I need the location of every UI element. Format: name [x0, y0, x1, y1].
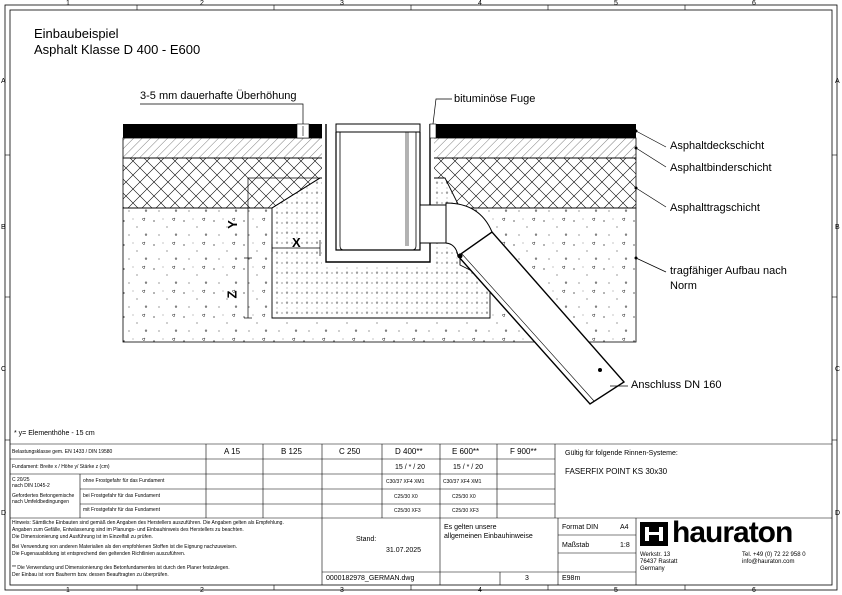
dim-x-label: X	[292, 235, 301, 250]
class-d400: D 400**	[395, 447, 423, 456]
format-label: Format DIN	[562, 524, 599, 531]
row-label-foundation: Fundament: Breite x / Höhe y/ Stärke z (cm)	[12, 464, 110, 470]
exposure-3-e: C25/30 XF3	[452, 508, 479, 514]
row-label-class: Belastungsklasse gem. EN 1433 / DIN 19580	[12, 449, 113, 455]
note-7: Der Einbau ist vom Bauherrn bzw. dessen Beauftragten zu überprüfen.	[12, 572, 169, 578]
note-5: Die Fugenausbildung ist entsprechend den geltenden Richtlinien auszuführen.	[12, 551, 186, 557]
class-c250: C 250	[339, 447, 361, 456]
label-elevation: 3-5 mm dauerhafte Überhöhung	[140, 90, 297, 102]
sheet-number: 3	[525, 575, 529, 582]
exposure-2-d: C25/30 X0	[394, 494, 418, 500]
note-4: Bei Verwendung von anderen Materialien als den empfohlenen Stoffen ist die Eignung nachzuweisen.	[12, 544, 238, 550]
class-e600: E 600**	[452, 447, 480, 456]
hauraton-logo-mark	[640, 522, 668, 546]
row-label-concrete-d: nach Umfeldbedingungen	[12, 499, 69, 505]
stand-label: Stand:	[356, 536, 377, 543]
sub-label-2: bei Frostgefahr für das Fundament	[83, 493, 160, 499]
col-marker-5-bottom: 5	[614, 587, 618, 594]
joint-detail	[430, 124, 436, 138]
contact-email: info@hauraton.com	[742, 559, 795, 565]
note-2: Angaben zum Gefälle, Entwässerung sind im Planungs- und Einbauhinweis des Herstellers zu beachten.	[12, 527, 244, 533]
row-marker-c: C	[1, 366, 7, 373]
channel-cutout	[322, 124, 434, 266]
exposure-2-e: C25/30 X0	[452, 494, 476, 500]
dims-d400: 15 / * / 20	[395, 464, 425, 471]
exposure-1-e: C30/37 XF4 XM1	[443, 479, 482, 485]
col-marker-4-bottom: 4	[478, 587, 482, 594]
system-name: FASERFIX POINT KS 30x30	[565, 467, 668, 476]
brand-logo: hauraton	[672, 516, 793, 549]
col-marker-6-bottom: 6	[752, 587, 756, 594]
stand-date: 31.07.2025	[386, 547, 422, 554]
label-subgrade-line1: tragfähiger Aufbau nach	[670, 265, 787, 277]
class-b125: B 125	[281, 447, 302, 456]
col-marker-5: 5	[614, 0, 618, 7]
label-deck: Asphaltdeckschicht	[670, 140, 765, 152]
dims-e600: 15 / * / 20	[453, 464, 483, 471]
row-label-concrete-b: nach DIN 1045-2	[12, 483, 50, 489]
validity-line1: Es gelten unsere	[444, 524, 497, 531]
address-line2: 76437 Rastatt	[640, 559, 678, 565]
row-marker-d-right: D	[835, 510, 841, 517]
col-marker-3: 3	[340, 0, 344, 7]
col-marker-2-bottom: 2	[200, 587, 204, 594]
format-value: A4	[620, 524, 629, 531]
grate	[336, 124, 420, 132]
footnote: * y= Elementhöhe - 15 cm	[14, 430, 95, 437]
col-marker-1-bottom: 1	[66, 587, 70, 594]
class-a15: A 15	[224, 447, 241, 456]
address-line3: Germany	[640, 566, 665, 572]
row-marker-b-right: B	[835, 224, 840, 231]
contact-phone: Tel. +49 (0) 72 22 958 0	[742, 552, 806, 558]
row-marker-a: A	[1, 78, 6, 85]
row-label-concrete-c: Gefordertes Betongemische	[12, 493, 75, 499]
dim-z-label: Z	[224, 290, 240, 299]
note-6: ** Die Verwendung und Dimensionierung des Betonfundamentes ist durch den Planer festzulegen.	[12, 565, 230, 571]
row-marker-b: B	[1, 224, 6, 231]
note-3: Die Dimensionierung und Ausführung ist im Einzelfall zu prüfen.	[12, 534, 153, 540]
label-binder: Asphaltbinderschicht	[670, 162, 772, 174]
scale-value: 1:8	[620, 542, 630, 549]
note-1: Hinweis: Sämtliche Einbauten sind gemäß den Angaben des Herstellers auszuführen. Die Angaben gelten als Empfehlung.	[12, 520, 284, 526]
valid-for-label: Gültig für folgende Rinnen-Systeme:	[565, 450, 678, 457]
class-f900: F 900**	[510, 447, 537, 456]
label-base: Asphalttragschicht	[670, 202, 760, 214]
exposure-3-d: C25/30 XF3	[394, 508, 421, 514]
col-marker-4: 4	[478, 0, 482, 7]
scale-label: Maßstab	[562, 542, 590, 549]
col-marker-2: 2	[200, 0, 204, 7]
row-marker-c-right: C	[835, 366, 841, 373]
drawing-code: E98m	[562, 575, 581, 582]
dim-y-label: Y	[224, 220, 240, 229]
label-subgrade-line2: Norm	[670, 280, 697, 292]
drawing-title: Einbaubeispiel	[34, 26, 119, 41]
row-label-concrete-a: C 20/25	[12, 477, 30, 483]
validity-line2: allgemeinen Einbauhinweise	[444, 533, 533, 540]
label-outlet: Anschluss DN 160	[631, 379, 722, 391]
col-marker-6: 6	[752, 0, 756, 7]
sub-label-3: mit Frostgefahr für das Fundament	[83, 507, 160, 513]
col-marker-3-bottom: 3	[340, 587, 344, 594]
drawing-subtitle: Asphalt Klasse D 400 - E600	[34, 42, 201, 57]
file-name: 0000182978_GERMAN.dwg	[326, 575, 415, 582]
address-line1: Werkstr. 13	[640, 552, 671, 558]
exposure-1-d: C30/37 XF4 XM1	[386, 479, 425, 485]
row-marker-d: D	[1, 510, 7, 517]
row-marker-a-right: A	[835, 78, 840, 85]
label-joint: bituminöse Fuge	[454, 93, 536, 105]
sub-label-1: ohne Frostgefahr für das Fundament	[83, 478, 165, 484]
col-marker-1: 1	[66, 0, 70, 7]
